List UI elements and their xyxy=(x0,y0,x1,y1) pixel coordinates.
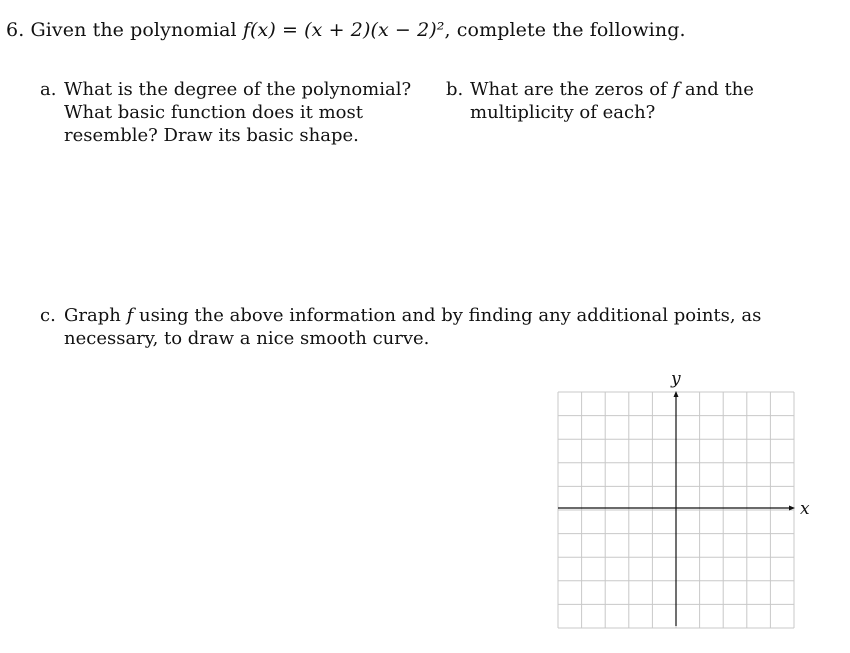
part-b-text-before: What are the zeros of xyxy=(470,79,667,100)
part-c-text xyxy=(64,304,840,350)
part-c xyxy=(40,304,840,350)
part-a-text: What is the degree of the polynomial? What basic function does it most resemble? Draw its basic shape. xyxy=(64,79,412,146)
part-b-text-after: and the multiplicity of each? xyxy=(470,79,754,123)
problem-statement xyxy=(6,19,686,41)
part-c-function-var: f xyxy=(126,305,134,326)
y-axis-label: y xyxy=(671,369,681,389)
problem-outro: , complete the following. xyxy=(444,19,686,41)
part-a xyxy=(40,78,420,147)
part-b xyxy=(446,78,776,124)
polynomial-expression: f(x) = (x + 2)(x − 2)² xyxy=(242,19,445,41)
problem-intro: Given the polynomial xyxy=(30,19,237,41)
problem-number: 6. xyxy=(6,19,25,41)
part-a-label: a. xyxy=(40,79,57,100)
part-c-label: c. xyxy=(40,305,56,326)
coordinate-grid[interactable] xyxy=(548,362,828,634)
part-b-text xyxy=(470,78,776,124)
part-b-function-var: f xyxy=(672,79,680,100)
x-axis-label: x xyxy=(800,499,810,519)
part-c-text-before: Graph xyxy=(64,305,121,326)
part-c-text-after: using the above information and by finding any additional points, as necessary, to draw a nice smooth curve. xyxy=(64,305,762,349)
part-b-label: b. xyxy=(446,79,464,100)
